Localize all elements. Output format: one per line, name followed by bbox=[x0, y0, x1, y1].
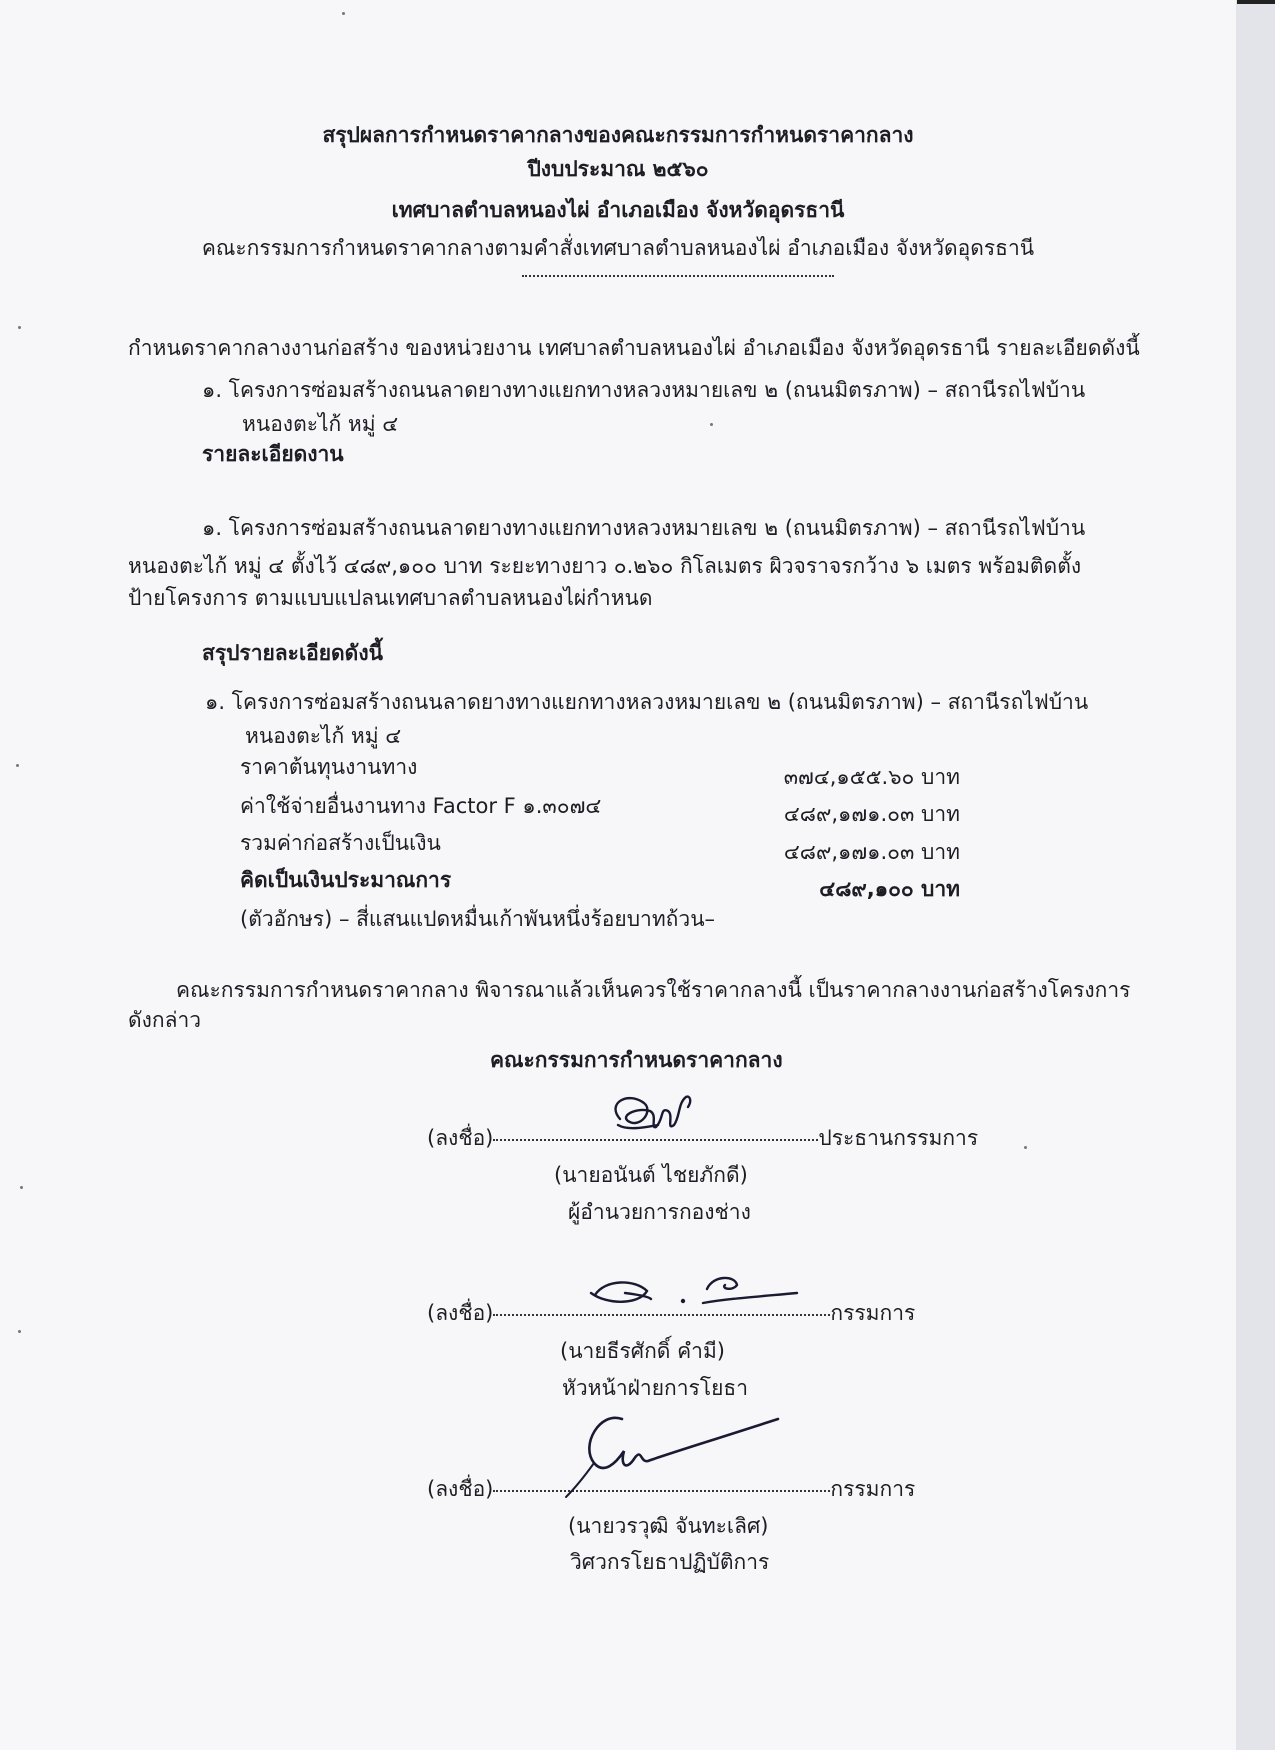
speck bbox=[20, 1186, 23, 1189]
sign-prefix: (ลงชื่อ) bbox=[427, 1126, 494, 1150]
details-line3: ป้ายโครงการ ตามแบบแปลนเทศบาลตำบลหนองไผ่กำหนด bbox=[128, 586, 653, 610]
estimate-label: คิดเป็นเงินประมาณการ bbox=[240, 868, 452, 892]
sign-prefix: (ลงชื่อ) bbox=[427, 1477, 494, 1501]
committee-order: คณะกรรมการกำหนดราคากลางตามคำสั่งเทศบาลตำบลหนองไผ่ อำเภอเมือง จังหวัดอุดรธานี bbox=[201, 236, 1035, 260]
speck bbox=[710, 423, 713, 426]
intro-line: กำหนดราคากลางงานก่อสร้าง ของหน่วยงาน เทศบาลตำบลหนองไผ่ อำเภอเมือง จังหวัดอุดรธานี รายละเอียดดังนี้ bbox=[128, 336, 1140, 360]
cost-label: ราคาต้นทุนงานทาง bbox=[240, 755, 418, 779]
member-2-role: กรรมการ bbox=[830, 1477, 916, 1501]
municipality: เทศบาลตำบลหนองไผ่ อำเภอเมือง จังหวัดอุดรธานี bbox=[391, 198, 845, 222]
cost-amount: ๓๗๔,๑๕๕.๖๐ บาท bbox=[783, 765, 960, 789]
summary-project-line2: หนองตะไก้ หมู่ ๔ bbox=[245, 724, 402, 748]
factor-amount: ๔๘๙,๑๗๑.๐๓ บาท bbox=[783, 802, 960, 826]
details-line2: หนองตะไก้ หมู่ ๔ ตั้งไว้ ๔๘๙,๑๐๐ บาท ระยะทางยาว ๐.๒๖๐ กิโลเมตร ผิวจราจรกว้าง ๖ เมตร พร้อมติดตั้ง bbox=[128, 554, 1082, 578]
scan-corner-mark bbox=[1237, 0, 1275, 4]
conclusion-line2: ดังกล่าว bbox=[128, 1008, 202, 1032]
sign-prefix: (ลงชื่อ) bbox=[427, 1301, 494, 1325]
member-2-name: (นายวรวุฒิ จันทะเลิศ) bbox=[568, 1514, 769, 1538]
chairman-role: ประธานกรรมการ bbox=[818, 1126, 979, 1150]
header-divider bbox=[522, 275, 834, 277]
amount-in-words: (ตัวอักษร) – สี่แสนแปดหมื่นเก้าพันหนึ่งร้อยบาทถ้วน– bbox=[240, 907, 716, 931]
fiscal-year: ปีงบประมาณ ๒๕๖๐ bbox=[527, 157, 709, 181]
signature-chairman bbox=[598, 1085, 698, 1147]
speck bbox=[342, 12, 345, 15]
details-line1: ๑. โครงการซ่อมสร้างถนนลาดยางทางแยกทางหลวงหมายเลข ๒ (ถนนมิตรภาพ) – สถานีรถไฟบ้าน bbox=[202, 516, 1086, 540]
details-heading: รายละเอียดงาน bbox=[202, 442, 344, 466]
speck bbox=[1024, 1146, 1027, 1149]
committee-heading: คณะกรรมการกำหนดราคากลาง bbox=[490, 1048, 783, 1072]
factor-label: ค่าใช้จ่ายอื่นงานทาง Factor F ๑.๓๐๗๔ bbox=[240, 794, 602, 818]
chairman-position: ผู้อำนวยการกองช่าง bbox=[568, 1200, 751, 1224]
intro-project-line1: ๑. โครงการซ่อมสร้างถนนลาดยางทางแยกทางหลวงหมายเลข ๒ (ถนนมิตรภาพ) – สถานีรถไฟบ้าน bbox=[202, 378, 1086, 402]
total-label: รวมค่าก่อสร้างเป็นเงิน bbox=[240, 831, 441, 855]
conclusion-line1: คณะกรรมการกำหนดราคากลาง พิจารณาแล้วเห็นควรใช้ราคากลางนี้ เป็นราคากลางงานก่อสร้างโครงการ bbox=[176, 978, 1131, 1002]
summary-heading: สรุปรายละเอียดดังนี้ bbox=[202, 641, 383, 665]
summary-project-line1: ๑. โครงการซ่อมสร้างถนนลาดยางทางแยกทางหลวงหมายเลข ๒ (ถนนมิตรภาพ) – สถานีรถไฟบ้าน bbox=[205, 690, 1089, 714]
member-1-role: กรรมการ bbox=[830, 1301, 916, 1325]
speck bbox=[18, 326, 21, 329]
doc-title: สรุปผลการกำหนดราคากลางของคณะกรรมการกำหนดราคากลาง bbox=[322, 123, 914, 147]
member-1-position: หัวหน้าฝ่ายการโยธา bbox=[562, 1376, 749, 1400]
scan-edge bbox=[1236, 0, 1275, 1750]
intro-project-line2: หนองตะไก้ หมู่ ๔ bbox=[242, 412, 399, 436]
member-1-name: (นายธีรศักดิ์ คำมี) bbox=[560, 1339, 725, 1363]
speck bbox=[18, 1330, 21, 1333]
total-amount: ๔๘๙,๑๗๑.๐๓ บาท bbox=[783, 840, 960, 864]
chairman-name: (นายอนันต์ ไชยภักดี) bbox=[554, 1163, 748, 1187]
signature-member-2 bbox=[560, 1405, 822, 1500]
signature-line-chairman bbox=[427, 1124, 978, 1152]
signature-member-1 bbox=[585, 1265, 800, 1315]
estimate-amount: ๔๘๙,๑๐๐ บาท bbox=[819, 877, 960, 901]
speck bbox=[16, 764, 19, 767]
member-2-position: วิศวกรโยธาปฏิบัติการ bbox=[570, 1550, 770, 1574]
